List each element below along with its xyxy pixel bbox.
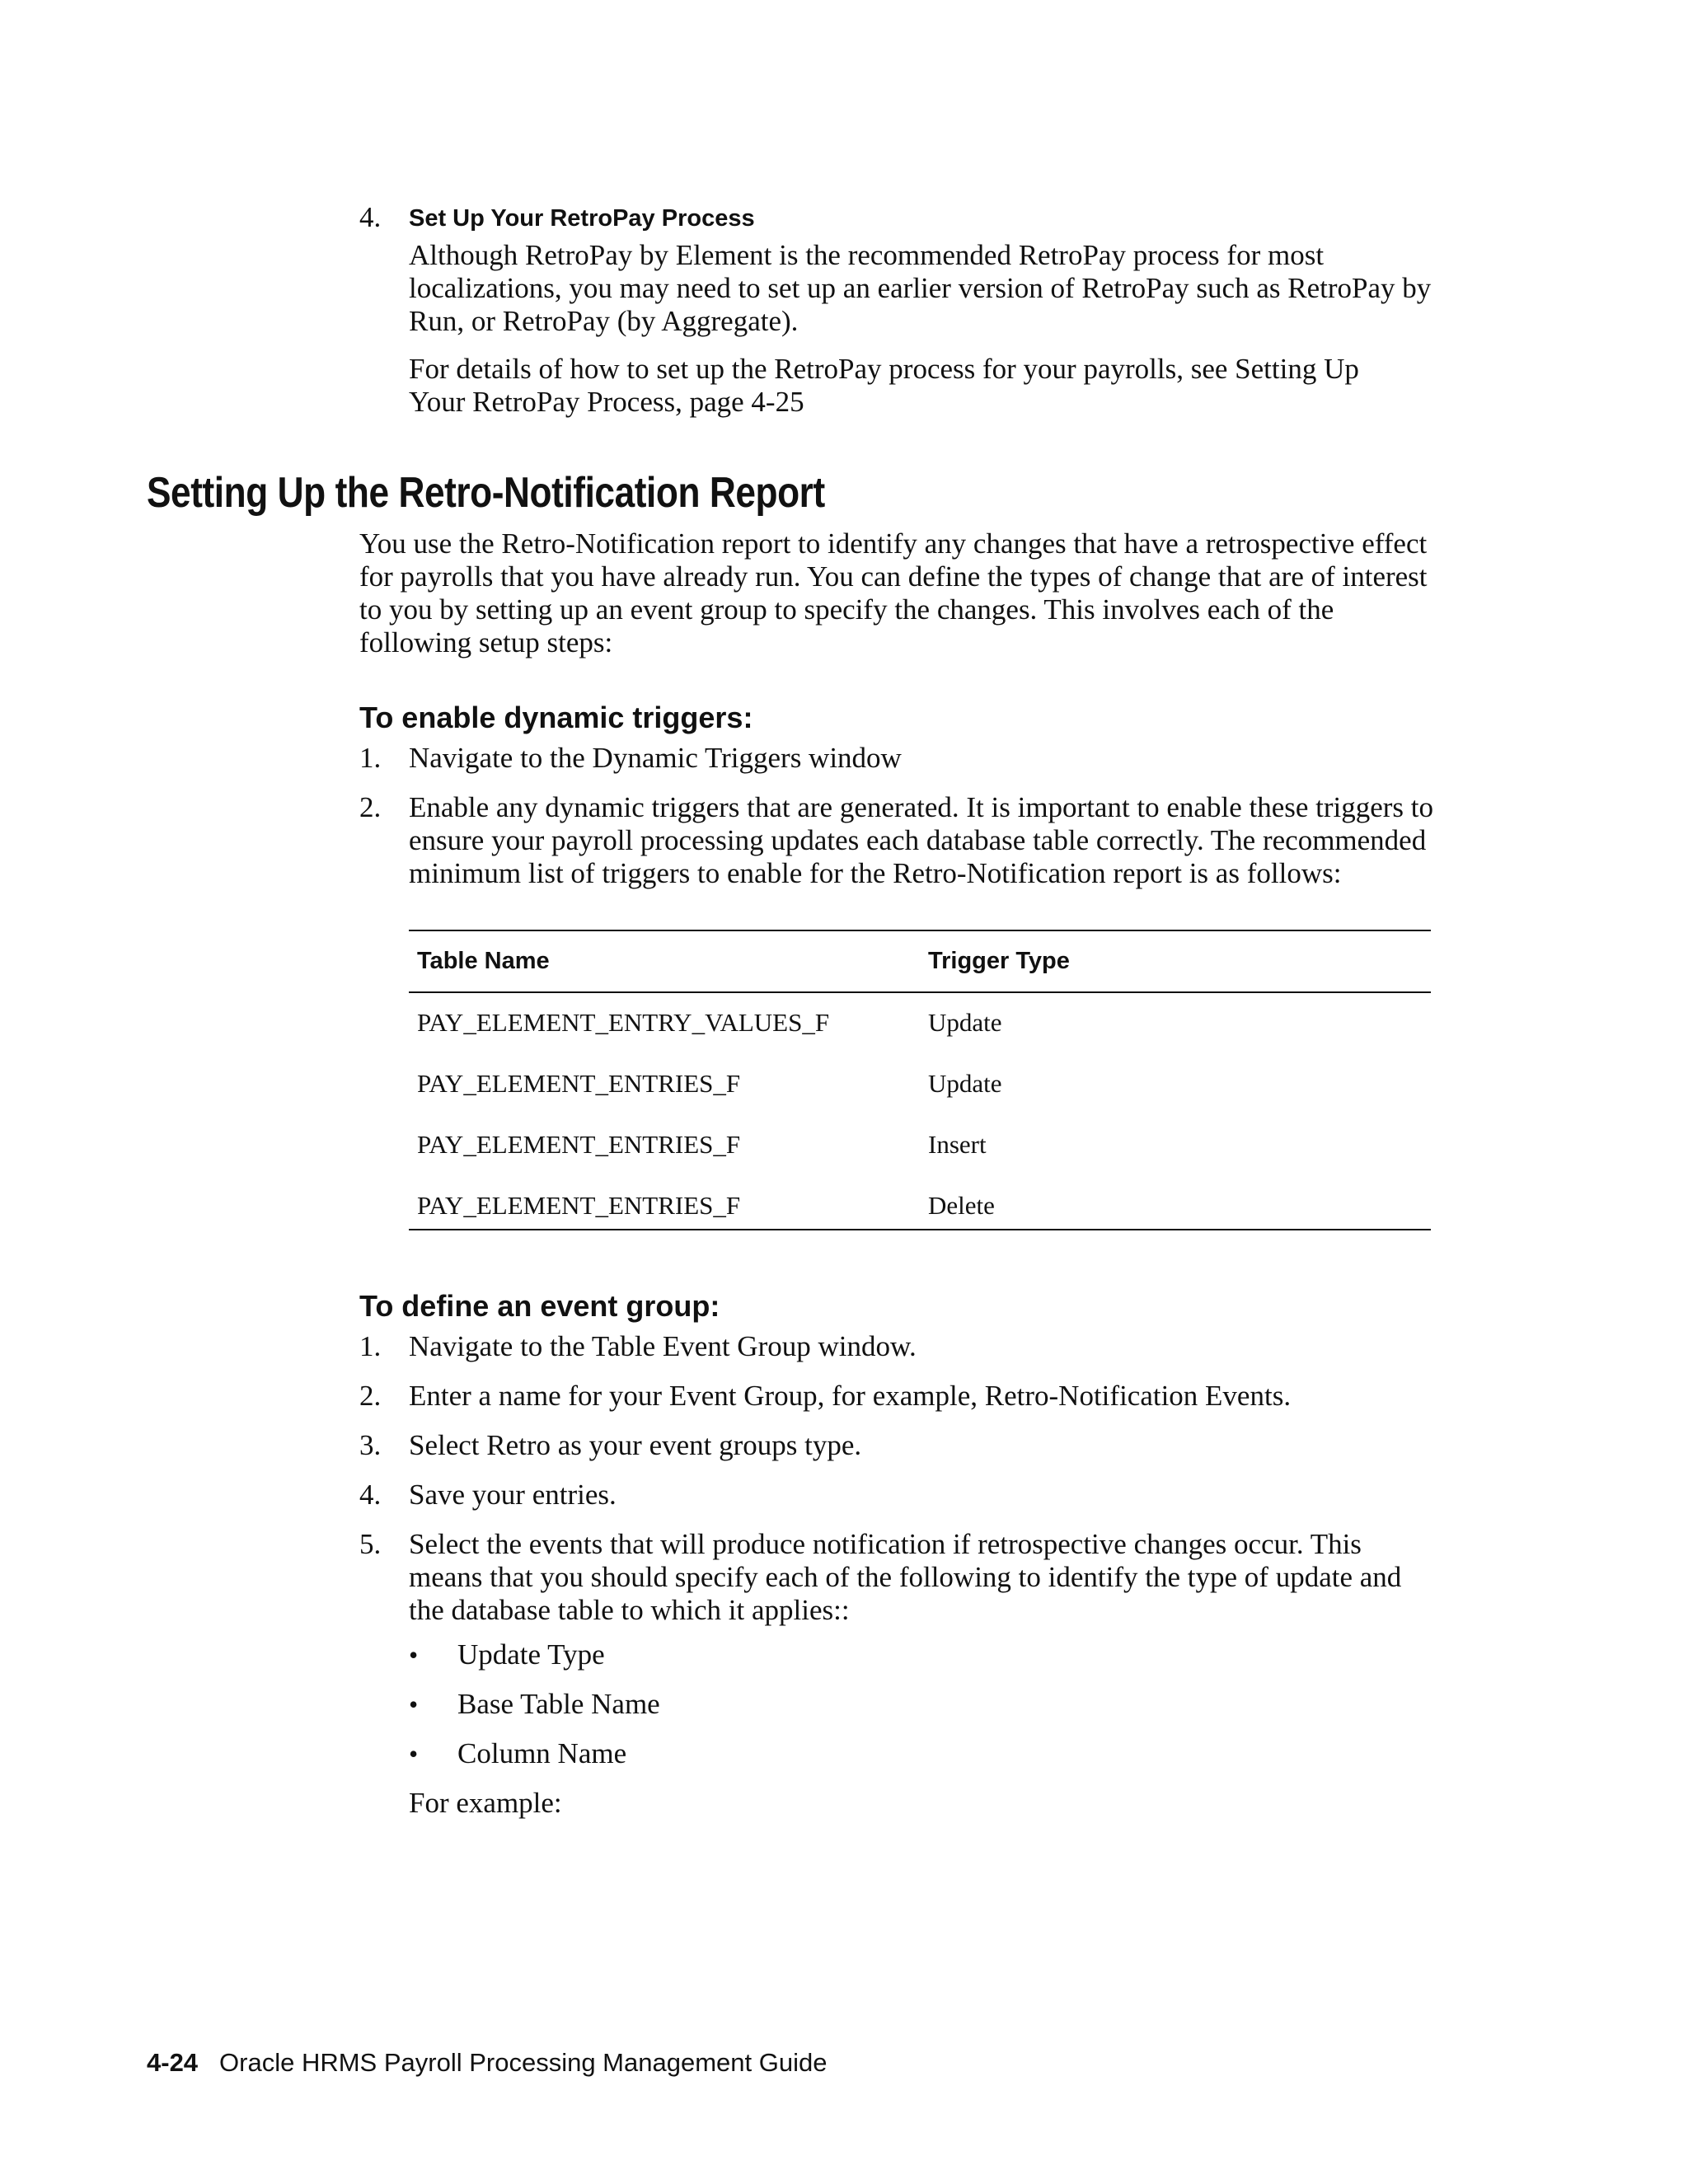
bullet-item: Base Table Name	[457, 1688, 660, 1720]
page-footer	[147, 2047, 827, 2079]
list-number: 1.	[359, 1330, 382, 1362]
document-title: Oracle HRMS Payroll Processing Management Guide	[219, 2048, 828, 2077]
page-number: 4-24	[147, 2048, 199, 2077]
list-number: 4.	[359, 1479, 382, 1511]
bullet-item: Update Type	[457, 1638, 605, 1671]
subheading-dynamic-triggers: To enable dynamic triggers:	[359, 701, 753, 734]
table-top-rule	[409, 930, 1431, 931]
list-number: 5.	[359, 1528, 382, 1560]
step-number: 4.	[359, 201, 382, 233]
bullet-icon: •	[409, 1640, 419, 1670]
table-header-rule	[409, 991, 1431, 993]
list-number: 2.	[359, 1380, 382, 1412]
table-cell-table-name: PAY_ELEMENT_ENTRIES_F	[417, 1069, 741, 1098]
list-item: Enable any dynamic triggers that are generated. It is important to enable these triggers to ensure your payroll processing updates each database table correctly. The recommended minimum list of triggers to enable for the Retro-Notification report is as follows:	[409, 791, 1434, 889]
table-cell-table-name: PAY_ELEMENT_ENTRIES_F	[417, 1130, 741, 1159]
list-number: 2.	[359, 791, 382, 823]
list-number: 1.	[359, 742, 382, 774]
bullet-icon: •	[409, 1739, 419, 1769]
list-item: Navigate to the Table Event Group window.	[409, 1330, 917, 1362]
table-cell-trigger-type: Update	[928, 1008, 1002, 1037]
table-cell-trigger-type: Delete	[928, 1191, 995, 1220]
list-number: 3.	[359, 1429, 382, 1461]
paragraph-link[interactable]: For details of how to set up the RetroPay process for your payrolls, see Setting Up Your RetroPay Process, page 4-25	[409, 353, 1359, 418]
paragraph: Although RetroPay by Element is the recommended RetroPay process for most localizations, you may need to set up an earlier version of RetroPay such as RetroPay by Run, or RetroPay (by Aggregate).	[409, 239, 1432, 337]
list-item: Select the events that will produce notification if retrospective changes occur. This means that you should specify each of the following to identify the type of update and the database table to which it applies::	[409, 1528, 1402, 1626]
table-header-table-name: Table Name	[417, 948, 550, 974]
list-item: Select Retro as your event groups type.	[409, 1429, 862, 1461]
table-cell-trigger-type: Insert	[928, 1130, 987, 1159]
subheading-event-group: To define an event group:	[359, 1289, 720, 1323]
list-item: Enter a name for your Event Group, for example, Retro-Notification Events.	[409, 1380, 1292, 1412]
closing-text: For example:	[409, 1787, 562, 1819]
table-cell-table-name: PAY_ELEMENT_ENTRY_VALUES_F	[417, 1008, 830, 1037]
section-title: Setting Up the Retro-Notification Report	[147, 469, 825, 517]
list-item: Save your entries.	[409, 1479, 617, 1511]
section-intro: You use the Retro-Notification report to identify any changes that have a retrospective effect for payrolls that you have already run. You can define the types of change that are of interest to you by setting up an event group to specify the changes. This involves each of the following setup steps:	[359, 527, 1428, 658]
table-cell-table-name: PAY_ELEMENT_ENTRIES_F	[417, 1191, 741, 1220]
step-heading: Set Up Your RetroPay Process	[409, 205, 755, 232]
bullet-item: Column Name	[457, 1737, 627, 1769]
bullet-icon: •	[409, 1690, 419, 1719]
table-cell-trigger-type: Update	[928, 1069, 1002, 1098]
table-bottom-rule	[409, 1229, 1431, 1230]
list-item: Navigate to the Dynamic Triggers window	[409, 742, 902, 774]
table-header-trigger-type: Trigger Type	[928, 948, 1070, 974]
